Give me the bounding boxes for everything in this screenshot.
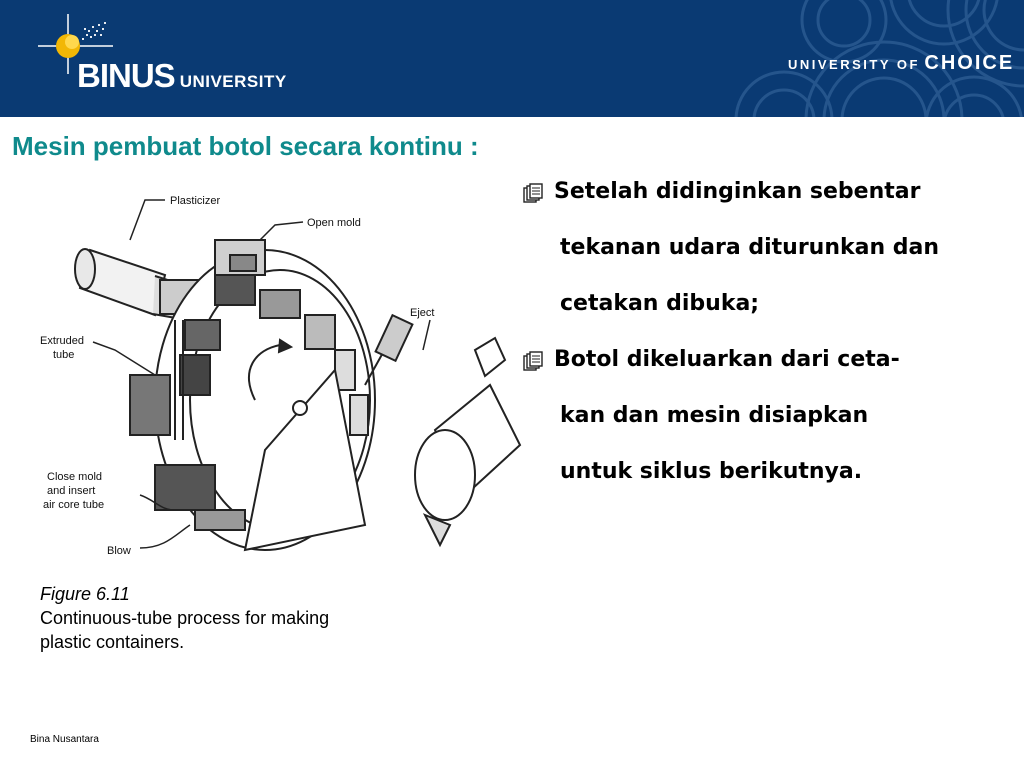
tagline-prefix: UNIVERSITY OF	[788, 57, 920, 72]
figure-caption	[40, 582, 329, 654]
label-eject: Eject	[410, 307, 435, 319]
bottle-machine-figure	[35, 180, 525, 565]
slide-title: Mesin pembuat botol secara kontinu :	[12, 131, 479, 161]
caption-line-2: plastic containers.	[40, 632, 185, 652]
slide-header	[0, 0, 1024, 117]
label-extruded: Extruded	[40, 335, 85, 347]
label-air-core-tube: air core tube	[43, 499, 105, 511]
label-close-mold: Close mold	[47, 471, 103, 483]
label-open-mold: Open mold	[307, 217, 361, 229]
tagline	[788, 52, 1014, 75]
label-plasticizer: Plasticizer	[170, 195, 221, 207]
bullet-item-1-cont	[522, 231, 1024, 287]
caption-line-1: Continuous-tube process for making	[40, 608, 330, 628]
bullet-2-line-3: untuk siklus berikutnya.	[560, 459, 863, 484]
bullet-item-1-cont	[522, 287, 1024, 343]
label-tube: tube	[53, 349, 75, 361]
bullet-item-2-cont	[522, 455, 1024, 511]
bullet-item-2-cont	[522, 399, 1024, 455]
label-blow: Blow	[107, 545, 131, 557]
caption-title: Figure 6.11	[40, 584, 130, 604]
tagline-word: CHOICE	[924, 52, 1015, 74]
bullet-list	[522, 175, 1024, 511]
bullet-1-line-2: tekanan udara diturunkan dan	[560, 235, 940, 260]
bullet-1-line-1: Setelah didinginkan sebentar	[554, 179, 921, 204]
document-stack-icon	[522, 182, 544, 204]
logo-suffix-text: UNIVERSITY	[179, 72, 287, 91]
bullet-2-line-2: kan dan mesin disiapkan	[560, 403, 869, 428]
bullet-item-2	[522, 343, 1024, 399]
bullet-1-line-3: cetakan dibuka;	[560, 291, 760, 316]
bullet-item-1	[522, 175, 1024, 231]
bullet-2-line-1: Botol dikeluarkan dari ceta-	[554, 347, 900, 372]
logo-brand-text: BINUS	[77, 57, 175, 94]
footer-text: Bina Nusantara	[30, 734, 99, 745]
label-and-insert: and insert	[47, 485, 96, 497]
binus-logo	[77, 57, 287, 95]
document-stack-icon	[522, 350, 544, 372]
